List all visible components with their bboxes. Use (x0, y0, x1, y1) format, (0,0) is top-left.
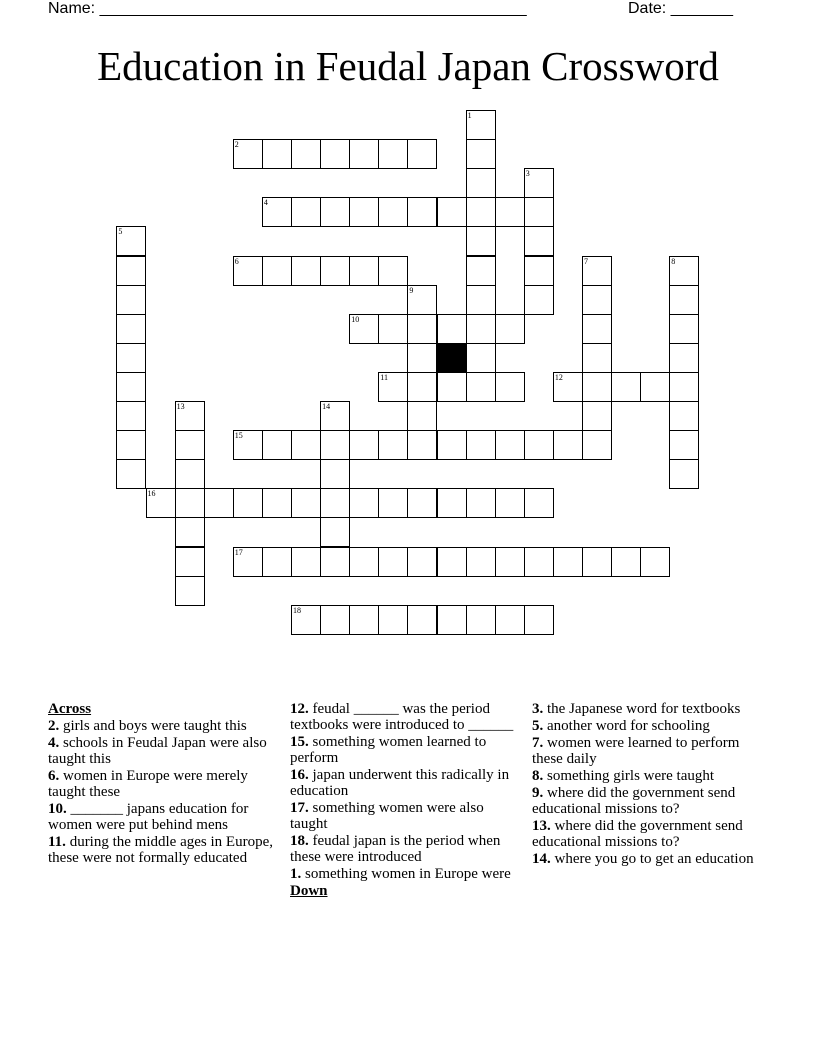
crossword-cell[interactable] (233, 488, 263, 518)
crossword-cell[interactable] (407, 547, 437, 577)
clue-number: 8. (532, 768, 544, 784)
crossword-cell[interactable] (669, 372, 699, 402)
clue-text: where you go to get an education (554, 851, 754, 867)
crossword-cell[interactable] (116, 430, 146, 460)
clue-text: during the middle ages in Europe, these were not formally educated (48, 834, 273, 866)
crossword-cell[interactable] (407, 314, 437, 344)
clue-text: something girls were taught (547, 768, 715, 784)
clue-number: 4. (48, 735, 60, 751)
across-clue-6 (48, 768, 286, 800)
crossword-cell[interactable] (495, 547, 525, 577)
crossword-cell[interactable] (291, 605, 321, 635)
down-clue-13 (532, 818, 764, 850)
crossword-cell[interactable] (378, 547, 408, 577)
clue-text: where did the government send educational missions to? (532, 818, 743, 850)
crossword-cell[interactable] (407, 343, 437, 373)
clue-text: schools in Feudal Japan were also taught this (48, 735, 267, 767)
clue-number-label: 3 (525, 169, 530, 179)
crossword-cell[interactable] (611, 547, 641, 577)
clue-number: 17. (290, 800, 309, 816)
crossword-cell[interactable] (640, 372, 670, 402)
clue-text: girls and boys were taught this (63, 718, 247, 734)
down-heading: Down (290, 883, 328, 899)
across-clue-18 (290, 833, 522, 865)
clue-number: 11. (48, 834, 66, 850)
clue-number-label: 10 (351, 314, 360, 324)
crossword-cell[interactable] (553, 547, 583, 577)
crossword-cell[interactable] (262, 488, 292, 518)
crossword-cell[interactable] (349, 314, 379, 344)
crossword-cell[interactable] (669, 401, 699, 431)
crossword-cell[interactable] (466, 197, 496, 227)
crossword-cell[interactable] (291, 430, 321, 460)
crossword-cell[interactable] (233, 547, 263, 577)
crossword-cell[interactable] (495, 372, 525, 402)
clue-number: 14. (532, 851, 551, 867)
crossword-cell[interactable] (437, 605, 467, 635)
crossword-cell[interactable] (466, 110, 496, 140)
crossword-cell[interactable] (116, 226, 146, 256)
crossword-cell[interactable] (291, 197, 321, 227)
clues-column-1 (48, 701, 286, 867)
crossword-cell[interactable] (116, 285, 146, 315)
crossword-cell[interactable] (175, 576, 205, 606)
crossword-cell[interactable] (495, 197, 525, 227)
crossword-cell[interactable] (116, 401, 146, 431)
crossword-cell[interactable] (233, 139, 263, 169)
crossword-cell[interactable] (466, 226, 496, 256)
crossword-cell[interactable] (466, 430, 496, 460)
crossword-cell[interactable] (524, 285, 554, 315)
crossword-cell[interactable] (407, 197, 437, 227)
crossword-cell[interactable] (116, 314, 146, 344)
crossword-cell[interactable] (175, 459, 205, 489)
clue-number-label: 17 (234, 547, 243, 557)
crossword-cell[interactable] (262, 256, 292, 286)
crossword-cell[interactable] (437, 372, 467, 402)
crossword-cell[interactable] (524, 226, 554, 256)
page-title: Education in Feudal Japan Crossword (97, 43, 719, 89)
name-field-label: Name: ________________________________________________ (48, 0, 527, 17)
crossword-cell[interactable] (466, 605, 496, 635)
crossword-cell[interactable] (437, 314, 467, 344)
crossword-cell[interactable] (291, 488, 321, 518)
crossword-cell[interactable] (291, 139, 321, 169)
crossword-cell[interactable] (669, 430, 699, 460)
crossword-cell[interactable] (495, 605, 525, 635)
crossword-cell[interactable] (495, 488, 525, 518)
crossword-cell[interactable] (524, 605, 554, 635)
crossword-cell[interactable] (378, 430, 408, 460)
across-heading: Across (48, 701, 92, 717)
crossword-cell[interactable] (204, 488, 234, 518)
clue-number-label: 6 (234, 256, 239, 266)
crossword-cell[interactable] (378, 605, 408, 635)
clue-number-label: 9 (409, 285, 414, 295)
clue-text: something women were also taught (290, 800, 484, 832)
across-clue-11 (48, 834, 286, 866)
date-field-label: Date: _______ (628, 0, 733, 17)
clue-number-label: 16 (147, 489, 156, 499)
clue-text: women were learned to perform these daily (532, 735, 740, 767)
clue-number-label: 18 (293, 605, 301, 615)
crossword-cell[interactable] (524, 430, 554, 460)
crossword-cell[interactable] (378, 197, 408, 227)
clue-text: something women learned to perform (290, 734, 487, 766)
crossword-cell[interactable] (349, 547, 379, 577)
clue-number-label: 4 (263, 198, 268, 208)
down-clue-14 (532, 851, 764, 867)
clue-text: japan underwent this radically in education (290, 767, 510, 799)
clue-number-label: 13 (176, 402, 185, 411)
crossword-cell[interactable] (349, 256, 379, 286)
clue-text: women in Europe were merely taught these (48, 768, 248, 800)
crossword-cell[interactable] (640, 547, 670, 577)
clue-number: 9. (532, 785, 544, 801)
crossword-cell[interactable] (437, 547, 467, 577)
clue-number: 18. (290, 833, 309, 849)
crossword-cell[interactable] (466, 256, 496, 286)
crossword-cell[interactable] (669, 256, 699, 286)
crossword-cell[interactable] (669, 343, 699, 373)
crossword-cell[interactable] (291, 547, 321, 577)
crossword-cell[interactable] (669, 459, 699, 489)
down-clue-1 (290, 866, 522, 882)
crossword-cell[interactable] (582, 547, 612, 577)
down-clue-7 (532, 735, 764, 767)
clue-number-label: 14 (322, 402, 331, 411)
crossword-cell[interactable] (175, 517, 205, 547)
crossword-cell[interactable] (524, 168, 554, 198)
crossword-cell[interactable] (320, 256, 350, 286)
crossword-cell[interactable] (262, 197, 292, 227)
crossword-cell[interactable] (466, 488, 496, 518)
crossword-cell[interactable] (466, 343, 496, 373)
crossword-cell[interactable] (407, 605, 437, 635)
crossword-cell[interactable] (320, 459, 350, 489)
crossword-cell[interactable] (320, 547, 350, 577)
crossword-cell[interactable] (582, 285, 612, 315)
crossword-cell[interactable] (378, 372, 408, 402)
down-clue-8 (532, 768, 764, 784)
clue-number: 7. (532, 735, 544, 751)
clue-number-label: 7 (584, 256, 588, 266)
crossword-cell[interactable] (495, 430, 525, 460)
crossword-cell[interactable] (349, 197, 379, 227)
crossword-cell[interactable] (407, 372, 437, 402)
crossword-cell[interactable] (611, 372, 641, 402)
crossword-cell[interactable] (320, 197, 350, 227)
down-clue-5 (532, 718, 764, 734)
across-clue-10 (48, 801, 286, 833)
clue-number: 10. (48, 801, 67, 817)
clues-column-3 (532, 701, 764, 868)
crossword-cell[interactable] (146, 488, 176, 518)
crossword-cell[interactable] (495, 314, 525, 344)
across-clue-17 (290, 800, 522, 832)
crossword-cell[interactable] (378, 256, 408, 286)
crossword-cell[interactable] (669, 285, 699, 315)
clue-text: the Japanese word for textbooks (547, 701, 741, 717)
clue-number: 3. (532, 701, 544, 717)
crossword-cell[interactable] (175, 547, 205, 577)
crossword-cell[interactable] (466, 168, 496, 198)
crossword-cell[interactable] (175, 430, 205, 460)
crossword-cell[interactable] (320, 401, 350, 431)
crossword-cell[interactable] (669, 314, 699, 344)
clues-column-2 (290, 701, 522, 900)
crossword-cell[interactable] (116, 256, 146, 286)
crossword-cell[interactable] (466, 547, 496, 577)
crossword-cell[interactable] (407, 430, 437, 460)
crossword-cell[interactable] (320, 517, 350, 547)
crossword-cell[interactable] (524, 256, 554, 286)
crossword-cell[interactable] (407, 488, 437, 518)
crossword-cell[interactable] (524, 197, 554, 227)
crossword-cell[interactable] (582, 401, 612, 431)
clue-number-label: 5 (118, 227, 123, 237)
clue-number-label: 2 (234, 140, 239, 150)
crossword-cell[interactable] (349, 488, 379, 518)
crossword-cell[interactable] (320, 430, 350, 460)
across-clue-4 (48, 735, 286, 767)
crossword-cell[interactable] (175, 401, 205, 431)
crossword-cell[interactable] (407, 139, 437, 169)
clue-number-label: 11 (380, 372, 388, 382)
clue-number-label: 15 (234, 431, 243, 441)
down-clue-9 (532, 785, 764, 817)
clue-number: 16. (290, 767, 309, 783)
across-clue-2 (48, 718, 286, 734)
across-clue-16 (290, 767, 522, 799)
crossword-cell[interactable] (437, 197, 467, 227)
crossword-cell[interactable] (116, 459, 146, 489)
crossword-cell[interactable] (582, 430, 612, 460)
crossword-cell[interactable] (291, 256, 321, 286)
crossword-black-cell (437, 343, 467, 373)
clue-number: 13. (532, 818, 551, 834)
clue-number: 5. (532, 718, 544, 734)
crossword-cell[interactable] (349, 430, 379, 460)
crossword-cell[interactable] (407, 285, 437, 315)
clue-number: 15. (290, 734, 309, 750)
crossword-cell[interactable] (466, 372, 496, 402)
clue-number: 2. (48, 718, 60, 734)
crossword-cell[interactable] (175, 488, 205, 518)
crossword-cell[interactable] (378, 488, 408, 518)
crossword-cell[interactable] (378, 314, 408, 344)
across-clue-12 (290, 701, 522, 733)
crossword-cell[interactable] (320, 605, 350, 635)
crossword-cell[interactable] (349, 605, 379, 635)
crossword-cell[interactable] (437, 430, 467, 460)
crossword-cell[interactable] (233, 256, 263, 286)
crossword-cell[interactable] (320, 139, 350, 169)
crossword-cell[interactable] (349, 139, 379, 169)
crossword-cell[interactable] (116, 343, 146, 373)
clue-text: something women in Europe were (305, 866, 511, 882)
crossword-cell[interactable] (116, 372, 146, 402)
crossword-cell[interactable] (407, 401, 437, 431)
across-clue-15 (290, 734, 522, 766)
crossword-cell[interactable] (262, 139, 292, 169)
clue-text: feudal ______ was the period textbooks were introduced to ______ (290, 701, 514, 733)
clue-text: where did the government send educational missions to? (532, 785, 736, 817)
crossword-cell[interactable] (262, 547, 292, 577)
crossword-cell[interactable] (524, 547, 554, 577)
crossword-cell[interactable] (582, 314, 612, 344)
down-clue-3 (532, 701, 764, 717)
crossword-cell[interactable] (466, 285, 496, 315)
clue-number-label: 1 (467, 111, 472, 120)
clue-number: 12. (290, 701, 309, 717)
crossword-cell[interactable] (582, 256, 612, 286)
clue-text: another word for schooling (547, 718, 710, 734)
crossword-cell[interactable] (466, 139, 496, 169)
crossword-cell[interactable] (582, 372, 612, 402)
clue-number-label: 12 (554, 372, 563, 382)
crossword-cell[interactable] (553, 430, 583, 460)
crossword-cell[interactable] (466, 314, 496, 344)
crossword-cell[interactable] (320, 488, 350, 518)
clue-text: feudal japan is the period when these were introduced (290, 833, 501, 865)
clue-number: 6. (48, 768, 60, 784)
crossword-cell[interactable] (553, 372, 583, 402)
crossword-cell[interactable] (233, 430, 263, 460)
crossword-cell[interactable] (262, 430, 292, 460)
clue-text: _______ japans education for women were put behind mens (48, 801, 249, 833)
crossword-cell[interactable] (524, 488, 554, 518)
crossword-cell[interactable] (437, 488, 467, 518)
crossword-cell[interactable] (378, 139, 408, 169)
clue-number-label: 8 (671, 256, 676, 266)
clue-number: 1. (290, 866, 302, 882)
crossword-cell[interactable] (582, 343, 612, 373)
